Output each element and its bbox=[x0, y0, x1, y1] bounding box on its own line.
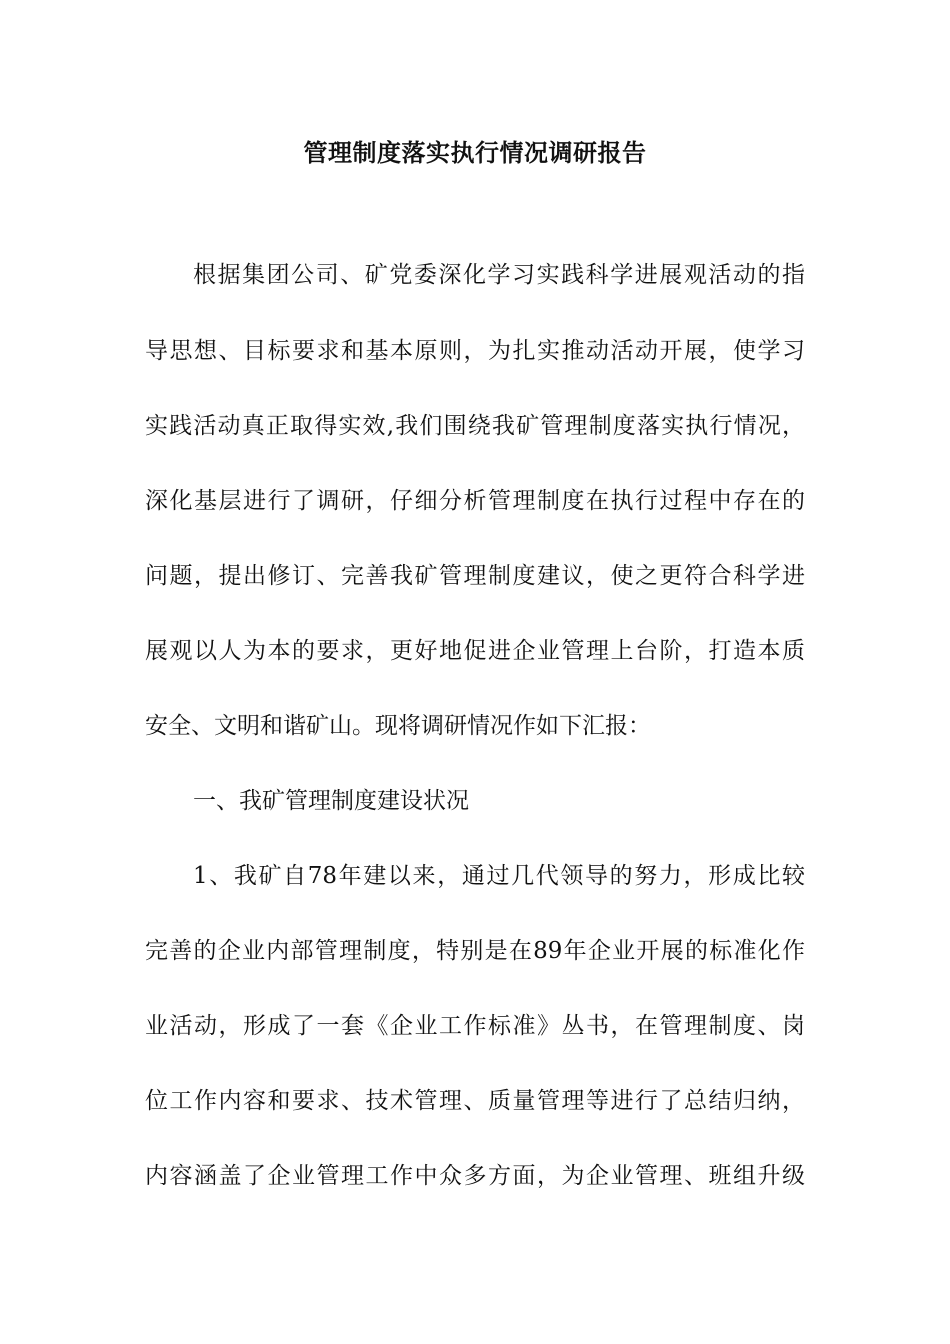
paragraph-line: 内容涵盖了企业管理工作中众多方面，为企业管理、班组升级 bbox=[145, 1163, 805, 1189]
paragraph-line: 深化基层进行了调研，仔细分析管理制度在执行过程中存在的 bbox=[145, 488, 805, 514]
paragraph-line: 问题，提出修订、完善我矿管理制度建议，使之更符合科学进 bbox=[145, 563, 805, 589]
paragraph-line: 业活动，形成了一套《企业工作标准》丛书，在管理制度、岗 bbox=[145, 1013, 805, 1039]
paragraph-line: 导思想、目标要求和基本原则，为扎实推动活动开展，使学习 bbox=[145, 338, 805, 364]
section-heading: 一、我矿管理制度建设状况 bbox=[193, 788, 469, 814]
paragraph-line: 根据集团公司、矿党委深化学习实践科学进展观活动的指 bbox=[193, 262, 805, 288]
paragraph-line: 实践活动真正取得实效,我们围绕我矿管理制度落实执行情况， bbox=[145, 413, 805, 439]
document-title: 管理制度落实执行情况调研报告 bbox=[303, 139, 647, 167]
paragraph-line: 完善的企业内部管理制度，特别是在89年企业开展的标准化作 bbox=[145, 938, 805, 964]
paragraph-line: 安全、文明和谐矿山。现将调研情况作如下汇报： bbox=[145, 713, 651, 739]
paragraph-line: 位工作内容和要求、技术管理、质量管理等进行了总结归纳， bbox=[145, 1088, 805, 1114]
paragraph-line: 展观以人为本的要求，更好地促进企业管理上台阶，打造本质 bbox=[145, 638, 805, 664]
paragraph-line: 1、我矿自78年建以来，通过几代领导的努力，形成比较 bbox=[193, 863, 805, 889]
